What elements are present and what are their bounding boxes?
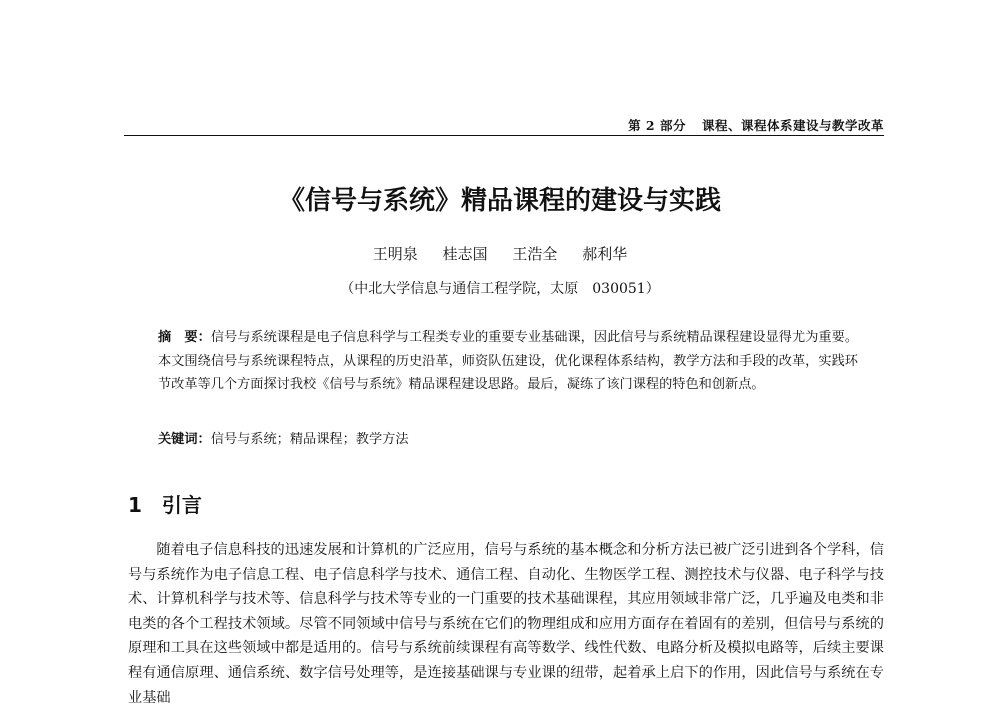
author-2: 桂志国 (442, 245, 488, 263)
abstract (158, 326, 858, 397)
abstract-text: 信号与系统课程是电子信息科学与工程类专业的重要专业基础课，因此信号与系统精品课程建设显得尤为重要。本文围绕信号与系统课程特点，从课程的历史沿革，师资队伍建设，优化课程体系结构，教学方法和手段的改革，实践环节改革等几个方面探讨我校《信号与系统》精品课程建设思路。最后，凝练了该门课程的特色和创新点。 (158, 330, 859, 392)
abstract-label: 摘 要： (158, 330, 211, 345)
keywords-text: 信号与系统；精品课程；教学方法 (210, 432, 409, 447)
body-paragraph: 随着电子信息科技的迅速发展和计算机的广泛应用，信号与系统的基本概念和分析方法已被广泛引进到各个学科，信号与系统作为电子信息工程、电子信息科学与技术、通信工程、自动化、生物医学工程、测控技术与仪器、电子科学与技术、计算机科学与技术等、信息科学与技术等专业的一门重要的技术基础课程，其应用领域非常广泛，几乎遍及电类和非电类的各个工程技术领域。尽管不同领域中信号与系统在它们的物理组成和应用方面存在着固有的差别，但信号与系统的原理和工具在这些领域中都是适用的。信号与系统前续课程有高等数学、线性代数、电路分析及模拟电路等，后续主要课程有通信原理、通信系统、数字信号处理等，是连接基础课与专业课的纽带，起着承上启下的作用，因此信号与系统在专业基础 (128, 542, 884, 706)
running-header (124, 116, 884, 134)
keywords-label: 关键词： (158, 432, 211, 447)
author-1: 王明泉 (372, 245, 418, 263)
section-number: 1 (128, 493, 142, 517)
paper-title: 《信号与系统》精品课程的建设与实践 (278, 186, 721, 216)
header-rule (124, 135, 884, 136)
author-4: 郝利华 (582, 245, 628, 263)
header-section: 课程、课程体系建设与教学改革 (701, 118, 884, 133)
section-title: 引言 (161, 493, 202, 517)
author-3: 王浩全 (512, 245, 558, 263)
header-part: 第 2 部分 (628, 118, 686, 133)
section-heading (128, 489, 202, 518)
author-list (0, 243, 1000, 264)
affiliation: （中北大学信息与通信工程学院，太原 030051） (340, 281, 660, 297)
keywords (158, 428, 858, 452)
